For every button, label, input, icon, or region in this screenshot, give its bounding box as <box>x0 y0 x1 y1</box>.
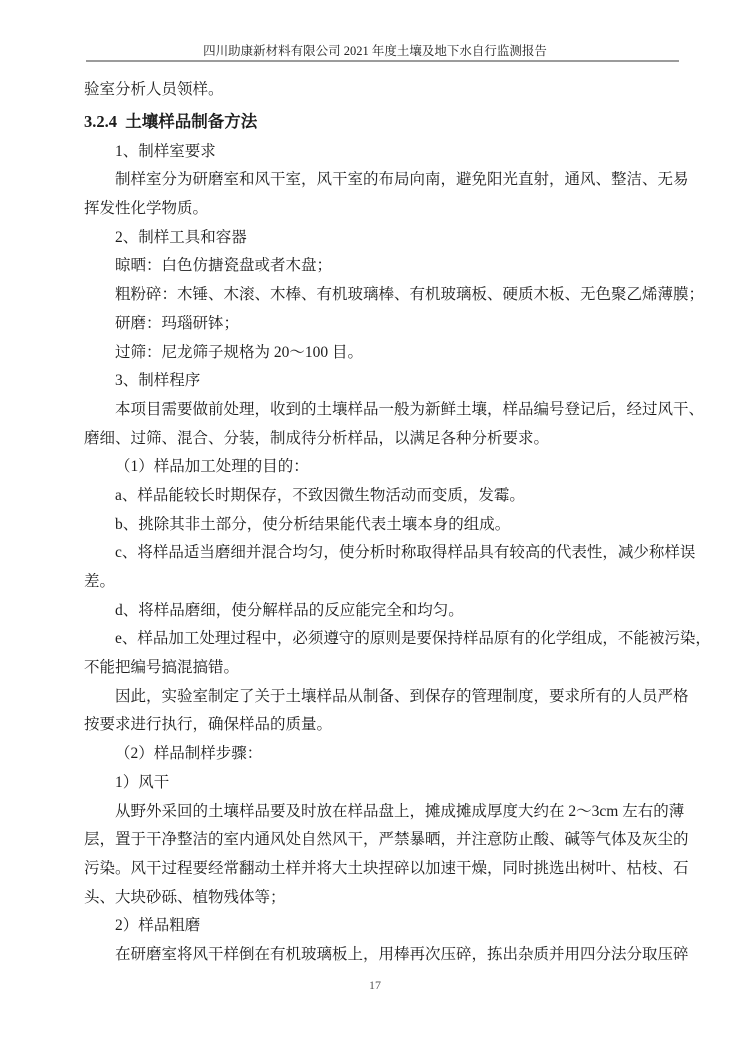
text-line: 磨细、过筛、混合、分装，制成待分析样品，以满足各种分析要求。 <box>84 429 550 447</box>
text-line: 过筛：尼龙筛子规格为 20～100 目。 <box>115 343 364 361</box>
text-line: 在研磨室将风干样倒在有机玻璃板上，用棒再次压碎，拣出杂质并用四分法分取压碎 <box>115 945 689 963</box>
text-line: 本项目需要做前处理，收到的土壤样品一般为新鲜土壤，样品编号登记后，经过风干、 <box>115 400 705 418</box>
text-line: 粗粉碎：木锤、木滚、木棒、有机玻璃棒、有机玻璃板、硬质木板、无色聚乙烯薄膜； <box>115 286 705 304</box>
header-divider <box>86 60 679 62</box>
text-line: （2）样品制样步骤： <box>115 745 263 763</box>
text-line: a、样品能较长时期保存，不致因微生物活动而变质，发霉。 <box>115 486 525 504</box>
page-number: 17 <box>369 978 381 992</box>
text-line: 从野外采回的土壤样品要及时放在样品盘上，摊成摊成厚度大约在 2～3cm 左右的薄 <box>115 802 685 820</box>
text-line: （1）样品加工处理的目的： <box>115 458 309 476</box>
text-line: 1、制样室要求 <box>115 142 216 160</box>
text-line: 不能把编号搞混搞错。 <box>84 659 240 677</box>
text-line: 1）风干 <box>115 773 170 791</box>
text-line: 研磨：玛瑙研钵； <box>115 314 240 332</box>
text-line: c、将样品适当磨细并混合均匀，使分析时称取得样品具有较高的代表性，减少称样误 <box>115 544 696 562</box>
section-heading: 3.2.4 土壤样品制备方法 <box>84 111 258 131</box>
text-line: 污染。风干过程要经常翻动土样并将大土块捏碎以加速干燥，同时挑选出树叶、枯枝、石 <box>84 859 689 877</box>
text-line: b、挑除其非土部分，使分析结果能代表土壤本身的组成。 <box>115 515 511 533</box>
text-line: 按要求进行执行，确保样品的质量。 <box>84 716 333 734</box>
page-header-title: 四川助康新材料有限公司 2021 年度土壤及地下水自行监测报告 <box>203 44 547 58</box>
text-line: 2、制样工具和容器 <box>115 228 247 246</box>
text-line: 层，置于干净整洁的室内通风处自然风干，严禁暴晒，并注意防止酸、碱等气体及灰尘的 <box>84 831 689 849</box>
text-line: 挥发性化学物质。 <box>84 200 209 218</box>
text-line: 晾晒：白色仿搪瓷盘或者木盘； <box>115 257 333 275</box>
text-line: 2）样品粗磨 <box>115 917 201 935</box>
text-line: d、将样品磨细，使分解样品的反应能完全和均匀。 <box>115 601 464 619</box>
text-line: 制样室分为研磨室和风干室，风干室的布局向南，避免阳光直射，通风、整洁、无易 <box>115 171 689 189</box>
text-line: 因此，实验室制定了关于土壤样品从制备、到保存的管理制度，要求所有的人员严格 <box>115 687 689 705</box>
text-line: 验室分析人员领样。 <box>84 81 224 98</box>
document-body <box>84 76 711 970</box>
text-line: 头、大块砂砾、植物残体等； <box>84 888 286 906</box>
text-line: 3、制样程序 <box>115 372 201 390</box>
text-line: 差。 <box>84 573 116 590</box>
text-line: e、样品加工处理过程中，必须遵守的原则是要保持样品原有的化学组成，不能被污染， <box>115 630 711 648</box>
